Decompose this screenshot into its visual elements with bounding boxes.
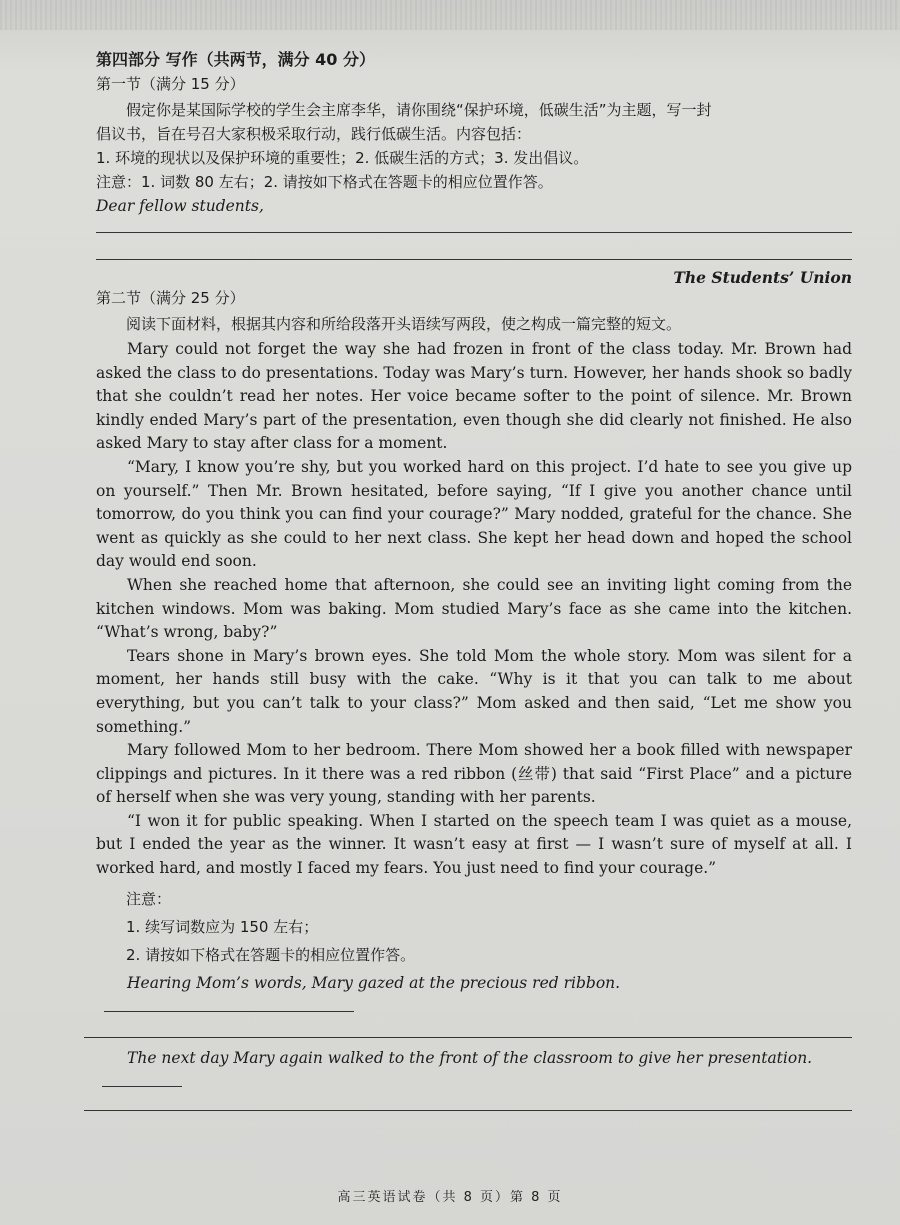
- continuation-note-1: 1. 续写词数应为 150 左右；: [126, 917, 319, 936]
- continuation-opening-2: [96, 1046, 852, 1094]
- continuation-note-2: 2. 请按如下格式在答题卡的相应位置作答。: [126, 945, 416, 964]
- continuation-opening-1: [96, 971, 852, 1019]
- letter-salutation: Dear fellow students,: [96, 197, 264, 215]
- section1-content-points: 1. 环境的现状以及保护环境的重要性；2. 低碳生活的方式；3. 发出倡议。: [96, 149, 589, 167]
- scan-edge: [0, 0, 900, 30]
- story-paragraph: Mary followed Mom to her bedroom. There Mom showed her a book filled with newspaper clippings and pictures. In it there was a red ribbon (丝带) that said “First Place” and a picture of herself when she was very young, standing with her parents.: [96, 741, 852, 807]
- story-paragraph: Mary could not forget the way she had frozen in front of the class today. Mr. Brown had asked the class to do presentations. Today was Mary’s turn. However, her hands shook so badly that she couldn’t read her notes. Her voice became softer to the point of silence. Mr. Brown kindly ended Mary’s part of the presentation, even though she did clearly not finished. He also asked Mary to stay after class for a moment.: [96, 340, 852, 453]
- section1-prompt-line1: 假定你是某国际学校的学生会主席李华，请你围绕“保护环境，低碳生活”为主题，写一封: [126, 101, 712, 119]
- story-paragraph: When she reached home that afternoon, she could see an inviting light coming from the kitchen windows. Mom was baking. Mom studied Mary’s face as she came into the kitchen. “What’s wrong, baby?”: [96, 575, 852, 642]
- section2-instruction: 阅读下面材料，根据其内容和所给段落开头语续写两段，使之构成一篇完整的短文。: [126, 315, 682, 333]
- page-footer: 高三英语试卷（共 8 页）第 8 页: [337, 1190, 563, 1205]
- story-paragraph: “I won it for public speaking. When I started on the speech team I was quiet as a mouse, but I ended the year as the winner. It wasn’t easy at first — I wasn’t sure of myself at all. I worked hard, and mostly I faced my fears. You just need to find your courage.”: [96, 811, 852, 878]
- story-paragraph: Tears shone in Mary’s brown eyes. She told Mom the whole story. Mom was silent for a moment, her hands still busy with the cake. “Why is it that you can talk to me about everything, but you can’t talk to your class?” Mom asked and then said, “Let me show you something.”: [96, 646, 852, 736]
- answer-line: [84, 1037, 852, 1038]
- opening-1-text: Hearing Mom’s words, Mary gazed at the precious red ribbon.: [127, 973, 621, 992]
- part-title: 第四部分 写作（共两节，满分 40 分）: [96, 50, 375, 69]
- answer-blank: [102, 1072, 182, 1087]
- story-paragraph: “Mary, I know you’re shy, but you worked hard on this project. I’d hate to see you give up on yourself.” Then Mr. Brown hesitated, before saying, “If I give you another chance until tomorrow, do you think you can find your courage?” Mary nodded, grateful for the chance. She went as quickly as she could to her next class. She kept her head down and hoped the school day would end soon.: [96, 457, 852, 571]
- answer-line: [96, 232, 852, 233]
- section1-title: 第一节（满分 15 分）: [96, 75, 245, 93]
- answer-line: [84, 1110, 852, 1111]
- answer-line: [96, 259, 852, 260]
- continuation-notes-title: 注意：: [126, 889, 172, 908]
- section1-notes: 注意：1. 词数 80 左右；2. 请按如下格式在答题卡的相应位置作答。: [96, 173, 553, 191]
- writing-section: [96, 48, 852, 1111]
- section2-title: 第二节（满分 25 分）: [96, 289, 245, 307]
- section1-prompt-line2: 倡议书，旨在号召大家积极采取行动，践行低碳生活。内容包括：: [96, 125, 532, 143]
- letter-signature: The Students’ Union: [673, 268, 852, 287]
- opening-2-text: The next day Mary again walked to the front of the classroom to give her presentation.: [127, 1048, 813, 1067]
- answer-blank: [104, 997, 354, 1012]
